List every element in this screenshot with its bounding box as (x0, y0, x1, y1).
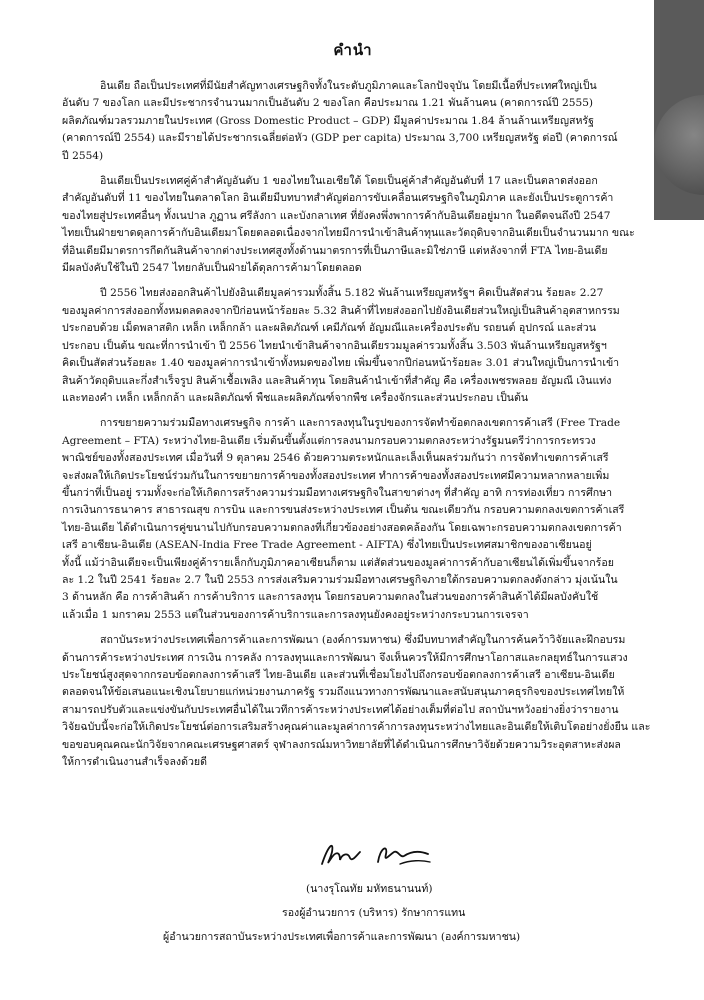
paragraph (62, 285, 644, 407)
text-line: ขึ้นกว่าที่เป็นอยู่ รวมทั้งจะก่อให้เกิดการสร้างความร่วมมือทางเศรษฐกิจในสาขาต่างๆ ที่สำคัญ อาทิ การท่องเที่ยว การศึกษา (62, 486, 613, 499)
text-line: อินเดีย ถือเป็นประเทศที่มีนัยสำคัญทางเศรษฐกิจทั้งในระดับภูมิภาคและโลกปัจจุบัน โดยมีเนื้อที่ประเทศใหญ่เป็น (100, 80, 597, 92)
text-line: สถาบันระหว่างประเทศเพื่อการค้าและการพัฒนา (องค์การมหาชน) ซึ่งมีบทบาทสำคัญในการค้นคว้าวิจัยและฝึกอบรม (100, 634, 626, 647)
text-line: เสรี อาเซียน-อินเดีย (ASEAN-India Free Trade Agreement - AIFTA) ซึ่งไทยเป็นประเทศสมาชิกของอาเซียนอยู่ (62, 539, 592, 552)
text-line: ละ 1.2 ในปี 2541 ร้อยละ 2.7 ในปี 2553 การส่งเสริมความร่วมมือทางเศรษฐกิจภายใต้กรอบความตกลงดังกล่าว มุ่งเน้นใน (62, 573, 618, 586)
text-line: มีผลบังคับใช้ในปี 2547 ไทยกลับเป็นฝ่ายได้ดุลการค้ามาโดยตลอด (62, 262, 362, 275)
side-tab (654, 0, 704, 220)
text-line: คิดเป็นสัดส่วนร้อยละ 1.40 ของมูลค่าการนำเข้าทั้งหมดของไทย เพิ่มขึ้นจากปีก่อนหน้าร้อยละ 3.01 ส่วนใหญ่เป็นการนำเข้า (62, 357, 620, 370)
text-line: วิจัยฉบับนี้จะก่อให้เกิดประโยชน์ต่อการเสริมสร้างคุณค่าและมูลค่าการค้าการลงทุนระหว่างไทยและอินเดียให้เติบโตอย่างยั่งยืน และ (62, 721, 651, 734)
document-page (62, 38, 651, 779)
text-line: พาณิชย์ของทั้งสองประเทศ เมื่อวันที่ 9 ตุลาคม 2546 ด้วยความตระหนักและเล็งเห็นผลร่วมกันว่า การจัดทำเขตการค้าเสรี (62, 452, 609, 465)
text-line: ประกอบด้วย เม็ดพลาสติก เหล็ก เหล็กกล้า และผลิตภัณฑ์ เคมีภัณฑ์ อัญมณีและเครื่องประดับ รถยนต์ อุปกรณ์ และส่วน (62, 322, 596, 335)
text-line: สินค้าวัตถุดิบและกึ่งสำเร็จรูป สินค้าเชื้อเพลิง และสินค้าทุน โดยสินค้านำเข้าที่สำคัญ คือ เครื่องเพชรพลอย อัญมณี เงินแท่ง (62, 374, 612, 387)
text-line: ไทยเป็นฝ่ายขาดดุลการค้ากับอินเดียมาโดยตลอดเนื่องจากไทยมีการนำเข้าสินค้าทุนและวัตถุดิบจากอินเดียเป็นจำนวนมาก ขณะ (62, 227, 635, 240)
globe-decoration (654, 95, 704, 195)
signature-block (0, 838, 582, 978)
text-line: สามารถปรับตัวและแข่งขันกับประเทศอื่นได้ในเวทีการค้าระหว่างประเทศได้อย่างเต็มที่ต่อไป สถาบันฯหวังอย่างยิ่งว่ารายงาน (62, 703, 619, 716)
text-line: สำคัญอันดับที่ 11 ของไทยในตลาดโลก อินเดียมีบทบาทสำคัญต่อการขับเคลื่อนเศรษฐกิจในภูมิภาค และยังเป็นประตูการค้า (62, 192, 614, 205)
text-line: ตลอดจนให้ข้อเสนอแนะเชิงนโยบายแก่หน่วยงานภาครัฐ รวมถึงแนวทางการพัฒนาและสนับสนุนภาคธุรกิจของประเทศไทยให้ (62, 686, 625, 699)
text-line: 3 ด้านหลัก คือ การค้าสินค้า การค้าบริการ และการลงทุน โดยกรอบความตกลงในส่วนของการค้าสินค้าได้มีผลบังคับใช้ (62, 591, 599, 604)
text-line: จะส่งผลให้เกิดประโยชน์ร่วมกันในการขยายการค้าของทั้งสองประเทศ ทำการค้าของทั้งสองประเทศมีความหลากหลายเพิ่ม (62, 469, 610, 482)
text-line: ประโยชน์สูงสุดจากกรอบข้อตกลงการค้าเสรี ไทย-อินเดีย และส่วนที่เชื่อมโยงไปถึงกรอบข้อตกลงการค้าเสรี อาเซียน-อินเดีย (62, 669, 615, 681)
text-line: ประกอบ เป็นต้น ขณะที่การนำเข้า ปี 2556 ไทยนำเข้าสินค้าจากอินเดียรวมมูลค่ารวมทั้งสิ้น 3.503 พันล้านเหรียญสหรัฐฯ (62, 339, 607, 352)
text-line: ของไทยสู่ประเทศอื่นๆ ทั้งเนปาล ภูฏาน ศรีลังกา และบังกลาเทศ ที่ยังคงพึ่งพาการค้ากับอินเดียอยู่มาก ในอดีตจนถึงปี 2547 (62, 209, 611, 222)
paragraph (62, 78, 644, 165)
paragraph (62, 415, 644, 624)
page-title: คำนำ (333, 41, 373, 59)
text-line: ผลิตภัณฑ์มวลรวมภายในประเทศ (Gross Domestic Product – GDP) มีมูลค่าประมาณ 1.84 ล้านล้านเหรียญสหรัฐ (62, 114, 594, 127)
text-line: ของมูลค่าการส่งออกทั้งหมดลดลงจากปีก่อนหน้าร้อยละ 5.32 สินค้าที่ไทยส่งออกไปยังอินเดียส่วนใหญ่เป็นสินค้าอุตสาหกรรม (62, 304, 620, 317)
text-line: ปี 2554) (62, 149, 104, 162)
signatory-position: รองผู้อำนวยการ (บริหาร) รักษาการแทน (282, 907, 466, 919)
text-line: อันดับ 7 ของโลก และมีประชากรจำนวนมากเป็นอันดับ 2 ของโลก คือประมาณ 1.21 พันล้านคน (คาดการณ์ปี 2555) (62, 97, 594, 110)
text-line: ขอขอบคุณคณะนักวิจัยจากคณะเศรษฐศาสตร์ จุฬาลงกรณ์มหาวิทยาลัยที่ได้ดำเนินการศึกษาวิจัยด้วยความวิระอุตสาหะส่งผล (62, 738, 621, 751)
signatory-name: (นางรุโณทัย มหัทธนานนท์) (306, 883, 433, 895)
text-line: การขยายความร่วมมือทางเศรษฐกิจ การค้า และการลงทุนในรูปของการจัดทำข้อตกลงเขตการค้าเสรี (Free Trade (100, 417, 621, 430)
text-line: แล้วเมื่อ 1 มกราคม 2553 แต่ในส่วนของการค้าบริการและการลงทุนยังคงอยู่ระหว่างกระบวนการเจรจา (62, 608, 529, 621)
text-line: (คาดการณ์ปี 2554) และมีรายได้ประชากรเฉลี่ยต่อหัว (GDP per capita) ประมาณ 3,700 เหรียญสหรัฐ ต่อปี (คาดการณ์ (62, 132, 618, 145)
text-line: การเงินการธนาคาร สาธารณสุข การบิน และการขนส่งระหว่างประเทศ เป็นต้น ขณะเดียวกัน กรอบความตกลงเขตการค้าเสรี (62, 504, 625, 517)
text-line: อินเดียเป็นประเทศคู่ค้าสำคัญอันดับ 1 ของไทยในเอเชียใต้ โดยเป็นคู่ค้าสำคัญอันดับที่ 17 และเป็นตลาดส่งออก (100, 175, 598, 188)
paragraph (62, 632, 651, 771)
text-line: ที่อินเดียมีมาตรการกีดกันสินค้าจากต่างประเทศสูงทั้งด้านมาตรการที่เป็นภาษีและมิใช่ภาษี แต่หลังจากที่ FTA ไทย-อินเดีย (62, 244, 608, 257)
text-line: ปี 2556 ไทยส่งออกสินค้าไปยังอินเดียมูลค่ารวมทั้งสิ้น 5.182 พันล้านเหรียญสหรัฐฯ คิดเป็นสัดส่วน ร้อยละ 2.27 (100, 287, 604, 300)
text-line: และทองคำ เหล็ก เหล็กกล้า และผลิตภัณฑ์ พืชและผลิตภัณฑ์จากพืช เครื่องจักรและส่วนประกอบ เป็นต้น (62, 391, 529, 404)
text-line: ให้การดำเนินงานสำเร็จลงด้วยดี (62, 756, 208, 769)
text-line: ไทย-อินเดีย ได้ดำเนินการคู่ขนานไปกับกรอบความตกลงที่เกี่ยวข้องอย่างสอดคล้องกัน โดยเฉพาะกรอบความตกลงเขตการค้า (62, 521, 622, 534)
signatory-organization: ผู้อำนวยการสถาบันระหว่างประเทศเพื่อการค้าและการพัฒนา (องค์การมหาชน) (163, 931, 521, 943)
text-line: Agreement – FTA) ระหว่างไทย-อินเดีย เริ่มต้นขึ้นตั้งแต่การลงนามกรอบความตกลงระหว่างรัฐมนตรีว่าการกระทรวง (62, 434, 596, 447)
paragraph (62, 173, 644, 277)
handwritten-signature (318, 838, 438, 872)
text-line: ทั้งนี้ แม้ว่าอินเดียจะเป็นเพียงคู่ค้ารายเล็กกับภูมิภาคอาเซียนก็ตาม แต่สัดส่วนของมูลค่าการค้ากับอาเซียนได้เพิ่มขึ้นจากร้อย (62, 556, 614, 569)
text-line: ด้านการค้าระหว่างประเทศ การเงิน การคลัง การลงทุนและการพัฒนา จึงเห็นควรให้มีการศึกษาโอกาสและกลยุทธ์ในการแสวง (62, 651, 628, 664)
